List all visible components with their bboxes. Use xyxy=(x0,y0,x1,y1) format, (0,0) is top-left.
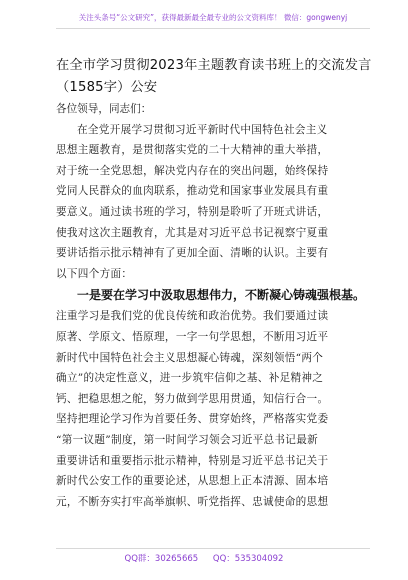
paragraph-line: 新时代中国特色社会主义思想凝心铸魂，深刻领悟“两个 xyxy=(56,351,324,364)
paragraph-line: 要意义。通过读书班的学习，特别是聆听了开班式讲话， xyxy=(56,205,329,218)
paragraph-line: “第一议题”制度，第一时间学习领会习近平总书记最新 xyxy=(56,433,318,446)
footer-qq-number: QQ：535304092 xyxy=(212,554,284,564)
paragraph-line: 注重学习是我们党的优良传统和政治优势。我们要通过读 xyxy=(56,310,329,323)
paragraph-line: 使我对这次主题教育，尤其是对习近平总书记视察宁夏重 xyxy=(56,226,329,239)
section-heading: 一是要在学习中汲取思想伟力，不断凝心铸魂强根基。 xyxy=(77,288,366,303)
salutation: 各位领导，同志们： xyxy=(56,103,152,115)
title-line-1: 在全市学习贯彻2023年主题教育读书班上的交流发言 xyxy=(56,58,372,73)
paragraph-line: 确立”的决定性意义，进一步筑牢信仰之基、补足精神之 xyxy=(56,372,324,385)
paragraph-line: 思想主题教育，是贯彻落实党的二十大精神的重大举措， xyxy=(56,144,329,157)
document-body xyxy=(56,55,372,512)
paragraph-line: 新时代公安工作的重要论述，从思想上正本清源、固本培 xyxy=(56,475,329,488)
document-title xyxy=(56,55,372,99)
footer-qq-group: QQ群：30265665 xyxy=(124,554,199,564)
header-divider xyxy=(56,28,370,29)
footer-contact xyxy=(0,552,408,564)
paragraph-line: 重要讲话和重要指示批示精神，特别是习近平总书记关于 xyxy=(56,454,329,467)
paragraph-line: 钙、把稳思想之舵，努力做到学思用贯通，知信行合一。 xyxy=(56,392,329,405)
footer-divider xyxy=(56,548,370,549)
paragraph-line: 对于统一全党思想，解决党内存在的突出问题，始终保持 xyxy=(56,164,329,177)
paragraph-line: 党同人民群众的血肉联系，推动党和国家事业发展具有重 xyxy=(56,185,329,198)
paragraph-line: 原著、学原文、悟原理，一字一句学思想，不断用习近平 xyxy=(56,330,329,343)
header-banner: 关注头条号“公文研究”，获得最新最全最专业的公文资料库！ 微信：gongwenyj xyxy=(78,13,348,22)
paragraph-intro xyxy=(56,120,366,285)
paragraph-line: 以下四个方面： xyxy=(56,267,133,280)
paragraph-line: 坚持把理论学习作为首要任务、贯穿始终，严格落实党委 xyxy=(56,413,329,426)
paragraph-line: 要讲话指示批示精神有了更加全面、清晰的认识。主要有 xyxy=(56,247,329,260)
title-line-2: （1585字）公安 xyxy=(56,80,158,95)
paragraph-section-1 xyxy=(56,306,366,512)
paragraph-line: 在全党开展学习贯彻习近平新时代中国特色社会主义 xyxy=(77,123,328,136)
paragraph-line: 元，不断夯实打牢高举旗帜、听党指挥、忠诚使命的思想 xyxy=(56,495,329,508)
